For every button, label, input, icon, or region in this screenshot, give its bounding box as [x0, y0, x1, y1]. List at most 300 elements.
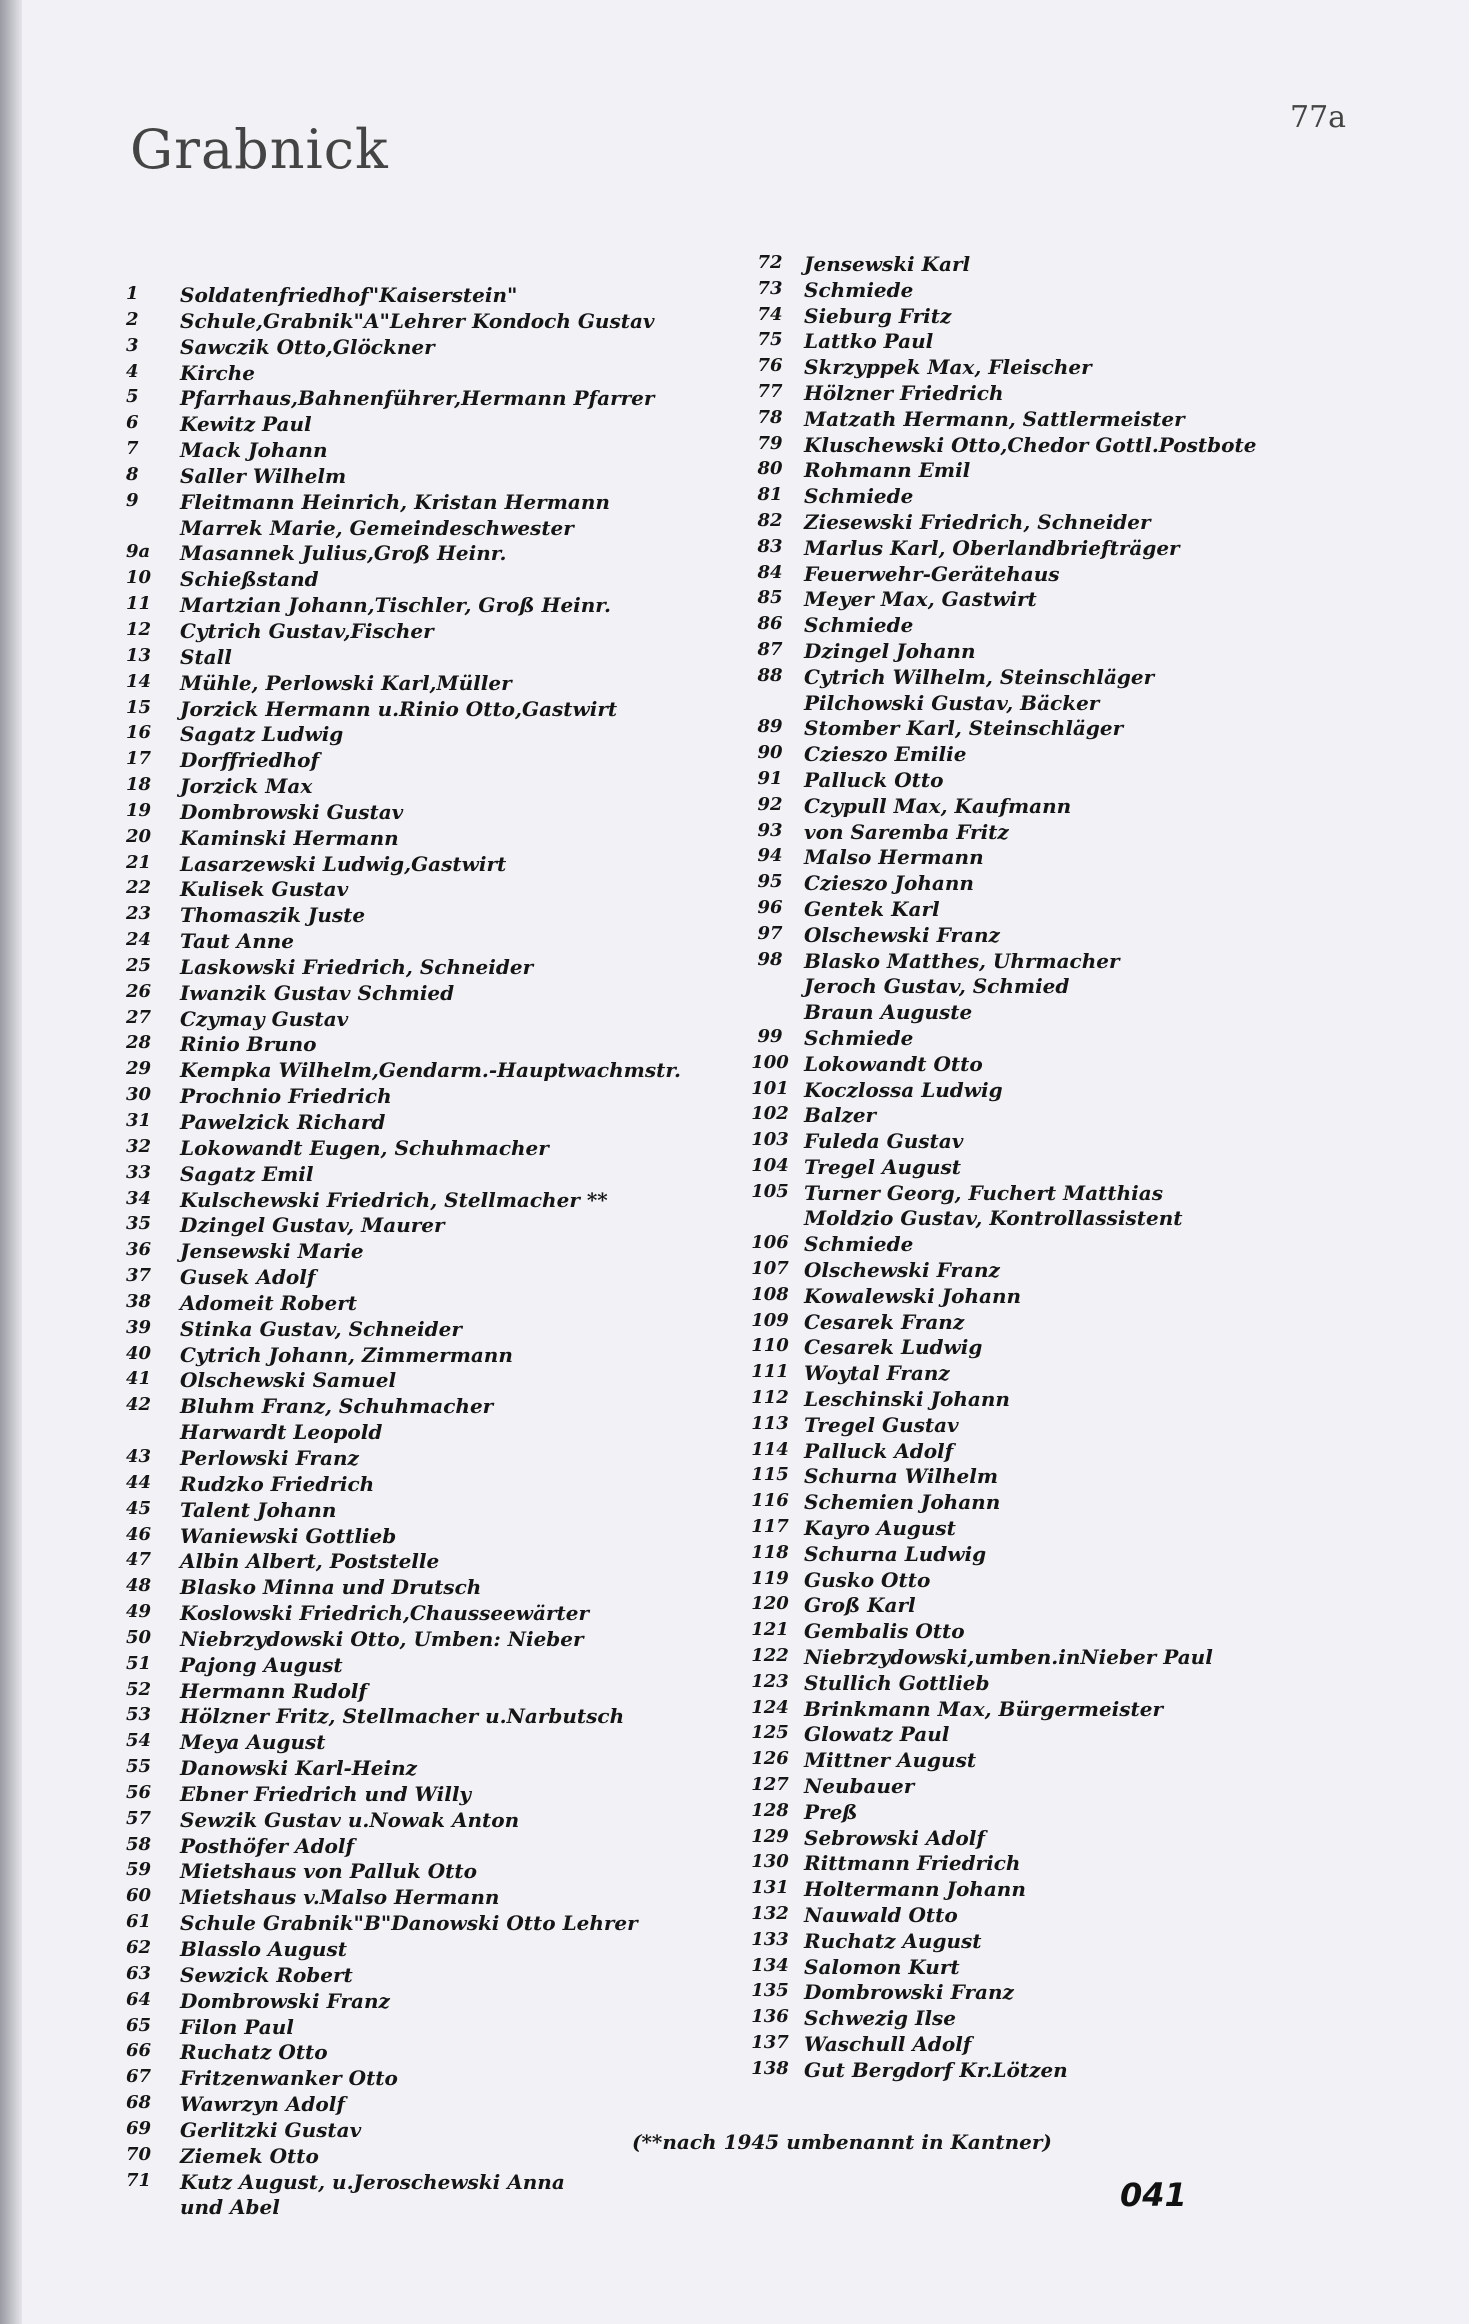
entry-text — [180, 722, 343, 748]
entry-text — [180, 1575, 481, 1601]
entry-line: Kempka Wilhelm,Gendarm.-Hauptwachmstr. — [180, 1058, 681, 1083]
entry-line: Preß — [804, 1799, 858, 1824]
list-item — [126, 1653, 746, 1679]
entry-text — [180, 1911, 638, 1937]
entry-line: Schmiede — [804, 1025, 914, 1050]
entry-number: 42 — [126, 1394, 152, 1416]
entry-text — [180, 2040, 328, 2066]
list-item — [736, 252, 1336, 278]
entry-text — [804, 1129, 963, 1155]
entry-text — [180, 1394, 493, 1446]
entry-number: 41 — [126, 1368, 152, 1390]
list-item — [126, 541, 746, 567]
list-item — [736, 665, 1336, 717]
entry-line: Posthöfer Adolf — [180, 1833, 355, 1858]
entry-line: Palluck Adolf — [804, 1438, 954, 1463]
entry-number: 6 — [126, 412, 139, 434]
entry-number: 91 — [757, 767, 783, 789]
entry-text — [804, 1929, 981, 1955]
entry-number: 60 — [126, 1885, 152, 1907]
entry-line: Cesarek Franz — [804, 1309, 965, 1334]
entry-number: 63 — [126, 1962, 152, 1984]
list-item — [126, 1291, 746, 1317]
entry-text — [180, 1653, 343, 1679]
entry-number: 76 — [757, 355, 783, 377]
entry-number: 70 — [126, 2143, 152, 2165]
entry-number: 58 — [126, 1833, 152, 1855]
entry-number: 75 — [757, 329, 783, 351]
list-item — [736, 923, 1336, 949]
list-item — [736, 1335, 1336, 1361]
entry-number: 90 — [757, 742, 783, 764]
entry-number: 29 — [126, 1058, 152, 1080]
entry-text — [180, 2118, 361, 2144]
list-item — [736, 845, 1336, 871]
entry-line: Niebrzydowski,umben.inNieber Paul — [804, 1645, 1213, 1670]
entry-line: Koslowski Friedrich,Chausseewärter — [180, 1601, 590, 1626]
entry-number: 100 — [751, 1051, 789, 1073]
entry-text — [180, 1704, 624, 1730]
list-item — [736, 1490, 1336, 1516]
list-item — [126, 1084, 746, 1110]
entry-line: Sawczik Otto,Glöckner — [180, 334, 435, 359]
entry-line: Holtermann Johann — [804, 1877, 1026, 1902]
entry-number: 83 — [757, 535, 783, 557]
entry-number: 87 — [757, 638, 783, 660]
list-item — [126, 1343, 746, 1369]
entry-line: Schwezig Ilse — [804, 2006, 956, 2031]
list-item — [126, 645, 746, 671]
list-item — [126, 1859, 746, 1885]
entry-line: Rohmann Emil — [804, 458, 971, 483]
entry-line: Thomaszik Juste — [180, 903, 366, 928]
entry-line: Dzingel Gustav, Maurer — [180, 1213, 445, 1238]
entry-line: Gusek Adolf — [180, 1265, 316, 1290]
list-item — [126, 800, 746, 826]
entry-text — [804, 1181, 1183, 1233]
entry-number: 47 — [126, 1549, 152, 1571]
entry-line: Schule,Grabnik"A"Lehrer Kondoch Gustav — [180, 308, 655, 333]
list-item — [126, 593, 746, 619]
entry-line: Sagatz Emil — [180, 1161, 314, 1186]
entry-line: Wawrzyn Adolf — [180, 2092, 345, 2117]
entry-number: 14 — [126, 670, 152, 692]
entry-line: Schmiede — [804, 277, 914, 302]
entry-number: 20 — [126, 825, 152, 847]
entry-line: Neubauer — [804, 1774, 915, 1799]
list-item — [126, 567, 746, 593]
entry-text — [180, 1291, 357, 1317]
entry-number: 88 — [757, 664, 783, 686]
list-item — [736, 1903, 1336, 1929]
entry-line: Feuerwehr-Gerätehaus — [804, 561, 1060, 586]
list-item — [126, 671, 746, 697]
entry-text — [180, 2015, 294, 2041]
list-item — [736, 1413, 1336, 1439]
entry-line: Blasko Minna und Drutsch — [180, 1575, 482, 1600]
entry-text — [804, 768, 943, 794]
entry-number: 95 — [757, 871, 783, 893]
list-item — [736, 1232, 1336, 1258]
entry-line: Stullich Gottlieb — [804, 1670, 990, 1695]
list-item — [736, 1439, 1336, 1465]
entry-text — [804, 871, 974, 897]
entry-number: 133 — [751, 1928, 789, 1950]
entry-line: Pajong August — [180, 1652, 343, 1677]
entry-text — [180, 1446, 359, 1472]
list-item — [126, 1239, 746, 1265]
entry-text — [804, 2006, 956, 2032]
entry-text — [804, 1310, 964, 1336]
entry-line: Malso Hermann — [804, 845, 984, 870]
entry-number: 103 — [751, 1129, 789, 1151]
entry-text — [180, 1963, 353, 1989]
list-item — [126, 1834, 746, 1860]
entry-number: 57 — [126, 1807, 152, 1829]
list-item — [736, 1052, 1336, 1078]
entry-text — [804, 562, 1060, 588]
list-item — [126, 852, 746, 878]
entry-text — [804, 1387, 1010, 1413]
list-item — [736, 1078, 1336, 1104]
list-item — [736, 716, 1336, 742]
list-item — [736, 742, 1336, 768]
entry-line: Dzingel Johann — [804, 638, 976, 663]
list-item — [126, 1704, 746, 1730]
entry-number: 53 — [126, 1704, 152, 1726]
entry-number: 118 — [751, 1541, 789, 1563]
list-item — [736, 458, 1336, 484]
entry-number: 94 — [757, 845, 783, 867]
list-item — [736, 1671, 1336, 1697]
entry-text — [804, 845, 984, 871]
entry-number: 18 — [126, 774, 152, 796]
entry-text — [180, 1937, 347, 1963]
list-item — [736, 639, 1336, 665]
entry-line: Laskowski Friedrich, Schneider — [180, 954, 534, 979]
entry-text — [180, 981, 454, 1007]
entry-text — [804, 1464, 998, 1490]
entry-line: Rittmann Friedrich — [804, 1851, 1021, 1876]
list-item — [736, 613, 1336, 639]
entry-number: 71 — [126, 2169, 152, 2191]
entry-text — [180, 1549, 439, 1575]
list-item — [736, 1774, 1336, 1800]
list-item — [126, 619, 746, 645]
entry-number: 101 — [751, 1077, 789, 1099]
entry-text — [804, 458, 970, 484]
entry-number: 37 — [126, 1265, 152, 1287]
entry-text — [804, 1851, 1020, 1877]
entry-text — [804, 1619, 965, 1645]
list-item — [126, 877, 746, 903]
entry-number: 97 — [757, 922, 783, 944]
entry-number: 73 — [757, 277, 783, 299]
entry-text — [804, 1284, 1021, 1310]
entry-text — [180, 593, 611, 619]
entry-line: Fleitmann Heinrich, Kristan Hermann — [180, 489, 610, 514]
entry-text — [804, 613, 913, 639]
entry-text — [804, 1774, 914, 1800]
list-item — [126, 490, 746, 542]
entry-line: Sewzik Gustav u.Nowak Anton — [180, 1807, 520, 1832]
entry-text — [804, 1800, 858, 1826]
entry-text — [804, 587, 1037, 613]
list-item — [126, 2040, 746, 2066]
entry-line: Jensewski Karl — [804, 252, 971, 276]
entry-line: Cytrich Johann, Zimmermann — [180, 1342, 513, 1367]
entry-text — [804, 510, 1151, 536]
entry-text — [804, 1877, 1026, 1903]
list-item — [736, 1826, 1336, 1852]
list-item — [736, 949, 1336, 1026]
entry-text — [180, 1136, 549, 1162]
list-item — [736, 1851, 1336, 1877]
entry-text — [180, 386, 654, 412]
entry-number: 49 — [126, 1601, 152, 1623]
entry-text — [804, 1258, 1000, 1284]
entry-number: 10 — [126, 567, 152, 589]
entry-line: Iwanzik Gustav Schmied — [180, 980, 455, 1005]
entry-number: 65 — [126, 2014, 152, 2036]
entry-number: 43 — [126, 1445, 152, 1467]
entry-line: Schmiede — [804, 1232, 914, 1257]
list-item — [736, 2058, 1336, 2084]
list-item — [126, 2066, 746, 2092]
entry-number: 86 — [757, 613, 783, 635]
list-item — [736, 2006, 1336, 2032]
entry-text — [180, 1834, 354, 1860]
entry-text — [804, 484, 913, 510]
entry-line: Stomber Karl, Steinschläger — [804, 716, 1124, 741]
entry-number: 129 — [751, 1825, 789, 1847]
entry-line: Moldzio Gustav, Kontrollassistent — [804, 1206, 1183, 1231]
entry-number: 93 — [757, 819, 783, 841]
entry-number: 32 — [126, 1135, 152, 1157]
entry-number: 55 — [126, 1756, 152, 1778]
entry-number: 8 — [126, 463, 139, 485]
entry-line: Czypull Max, Kaufmann — [804, 793, 1072, 818]
entry-text — [804, 1826, 985, 1852]
entry-text — [180, 903, 365, 929]
list-item — [126, 1627, 746, 1653]
list-item — [126, 1472, 746, 1498]
entry-number: 107 — [751, 1258, 789, 1280]
entry-number: 131 — [751, 1877, 789, 1899]
list-item — [736, 1980, 1336, 2006]
entry-text — [180, 748, 319, 774]
entry-number: 96 — [757, 896, 783, 918]
entry-number: 110 — [751, 1335, 789, 1357]
entry-text — [180, 852, 506, 878]
right-column-list — [736, 252, 1336, 2084]
entry-line: Gerlitzki Gustav — [180, 2117, 362, 2142]
entry-number: 39 — [126, 1316, 152, 1338]
list-item — [736, 1619, 1336, 1645]
list-item — [126, 1213, 746, 1239]
entry-line: Hermann Rudolf — [180, 1678, 368, 1703]
entry-number: 50 — [126, 1626, 152, 1648]
entry-number: 102 — [751, 1103, 789, 1125]
list-item — [126, 903, 746, 929]
entry-number: 38 — [126, 1290, 152, 1312]
list-item — [126, 1032, 746, 1058]
list-item — [736, 587, 1336, 613]
entry-number: 125 — [751, 1722, 789, 1744]
entry-line: Skrzyppek Max, Fleischer — [804, 355, 1092, 380]
entry-text — [804, 1155, 961, 1181]
entry-number: 67 — [126, 2066, 152, 2088]
entry-line: Talent Johann — [180, 1497, 337, 1522]
entry-line: Gentek Karl — [804, 896, 940, 921]
entry-text — [180, 671, 512, 697]
list-item — [126, 1110, 746, 1136]
entry-number: 111 — [751, 1361, 789, 1383]
entry-number: 130 — [751, 1851, 789, 1873]
entry-text — [804, 1232, 913, 1258]
entry-number: 69 — [126, 2117, 152, 2139]
entry-line: Dorffriedhof — [180, 748, 320, 773]
entry-line: Waschull Adolf — [804, 2031, 972, 2056]
entry-number: 98 — [757, 948, 783, 970]
entry-number: 61 — [126, 1911, 152, 1933]
entry-number: 44 — [126, 1471, 152, 1493]
list-item — [126, 1498, 746, 1524]
list-item — [736, 1722, 1336, 1748]
entry-line: Rudzko Friedrich — [180, 1471, 375, 1496]
entry-text — [180, 2092, 345, 2118]
entry-line: Mittner August — [804, 1748, 977, 1773]
list-item — [126, 1188, 746, 1214]
entry-line: Pawelzick Richard — [180, 1110, 386, 1134]
entry-line: Lattko Paul — [804, 329, 934, 354]
entry-line: Kulisek Gustav — [180, 877, 349, 902]
entry-number: 122 — [751, 1645, 789, 1667]
entry-text — [180, 645, 232, 671]
entry-line: Schurna Ludwig — [804, 1541, 987, 1566]
entry-text — [180, 1472, 374, 1498]
entry-line: Gut Bergdorf Kr.Lötzen — [804, 2057, 1068, 2082]
entry-line: Kowalewski Johann — [804, 1283, 1022, 1308]
entry-number: 85 — [757, 587, 783, 609]
entry-line: Adomeit Robert — [180, 1290, 357, 1315]
entry-text — [804, 381, 1004, 407]
entry-number: 15 — [126, 696, 152, 718]
list-item — [126, 1937, 746, 1963]
entry-line: Mack Johann — [180, 438, 328, 463]
list-item — [736, 1800, 1336, 1826]
entry-number: 115 — [751, 1464, 789, 1486]
entry-number: 64 — [126, 1988, 152, 2010]
list-item — [126, 722, 746, 748]
entry-line: Salomon Kurt — [804, 1954, 960, 1979]
list-item — [736, 897, 1336, 923]
entry-text — [180, 1756, 417, 1782]
entry-number: 13 — [126, 644, 152, 666]
entry-line: und Abel — [180, 2195, 280, 2220]
entry-number: 7 — [126, 438, 139, 460]
entry-text — [180, 1162, 314, 1188]
entry-line: Schießstand — [180, 567, 319, 592]
entry-text — [180, 2144, 319, 2170]
list-item — [126, 412, 746, 438]
entry-line: Danowski Karl-Heinz — [180, 1756, 417, 1781]
entry-line: Schule Grabnik"B"Danowski Otto Lehrer — [180, 1911, 638, 1936]
entry-text — [180, 697, 617, 723]
entry-number: 28 — [126, 1032, 152, 1054]
entry-line: Lasarzewski Ludwig,Gastwirt — [180, 851, 507, 876]
entry-line: Schmiede — [804, 484, 914, 509]
entry-text — [180, 309, 655, 335]
entry-text — [804, 278, 913, 304]
list-item — [126, 1885, 746, 1911]
entry-line: Ebner Friedrich und Willy — [180, 1781, 472, 1806]
entry-text — [804, 820, 1009, 846]
entry-number: 26 — [126, 980, 152, 1002]
list-item — [126, 309, 746, 335]
entry-line: von Saremba Fritz — [804, 819, 1009, 844]
entry-number: 24 — [126, 929, 152, 951]
entry-line: Kulschewski Friedrich, Stellmacher ** — [180, 1187, 608, 1212]
page-number-bottom: 041 — [1120, 2176, 1187, 2214]
entry-number: 72 — [757, 252, 783, 273]
entry-text — [180, 955, 533, 981]
left-column-list — [126, 283, 746, 2221]
entry-number: 2 — [126, 308, 139, 330]
list-item — [736, 1284, 1336, 1310]
entry-number: 126 — [751, 1748, 789, 1770]
entry-line: Bluhm Franz, Schuhmacher — [180, 1394, 494, 1419]
entry-line: Mühle, Perlowski Karl,Müller — [180, 670, 512, 695]
list-item — [126, 2092, 746, 2118]
entry-text — [804, 407, 1185, 433]
entry-number: 124 — [751, 1696, 789, 1718]
list-item — [126, 1575, 746, 1601]
entry-text — [180, 1032, 317, 1058]
entry-text — [804, 1335, 982, 1361]
list-item — [126, 1963, 746, 1989]
entry-line: Koczlossa Ludwig — [804, 1077, 1003, 1102]
entry-text — [804, 355, 1092, 381]
entry-text — [180, 1782, 471, 1808]
entry-line: Olschewski Franz — [804, 922, 1000, 947]
list-item — [126, 1007, 746, 1033]
entry-text — [804, 1722, 949, 1748]
list-item — [126, 1782, 746, 1808]
entry-number: 51 — [126, 1652, 152, 1674]
list-item — [126, 826, 746, 852]
entry-line: Masannek Julius,Groß Heinr. — [180, 541, 507, 566]
entry-text — [180, 929, 294, 955]
entry-line: Filon Paul — [180, 2014, 294, 2039]
entry-number: 59 — [126, 1859, 152, 1881]
entry-number: 25 — [126, 954, 152, 976]
list-item — [126, 1549, 746, 1575]
list-item — [126, 335, 746, 361]
entry-line: Harwardt Leopold — [180, 1420, 383, 1445]
entry-number: 35 — [126, 1213, 152, 1235]
entry-text — [180, 361, 255, 387]
list-item — [126, 1730, 746, 1756]
entry-line: Ruchatz August — [804, 1928, 982, 1953]
list-item — [126, 361, 746, 387]
entry-line: Dombrowski Gustav — [180, 799, 404, 824]
entry-text — [804, 1568, 930, 1594]
entry-line: Kewitz Paul — [180, 412, 312, 437]
entry-text — [180, 1859, 477, 1885]
entry-number: 120 — [751, 1593, 789, 1615]
entry-line: Leschinski Johann — [804, 1387, 1010, 1412]
